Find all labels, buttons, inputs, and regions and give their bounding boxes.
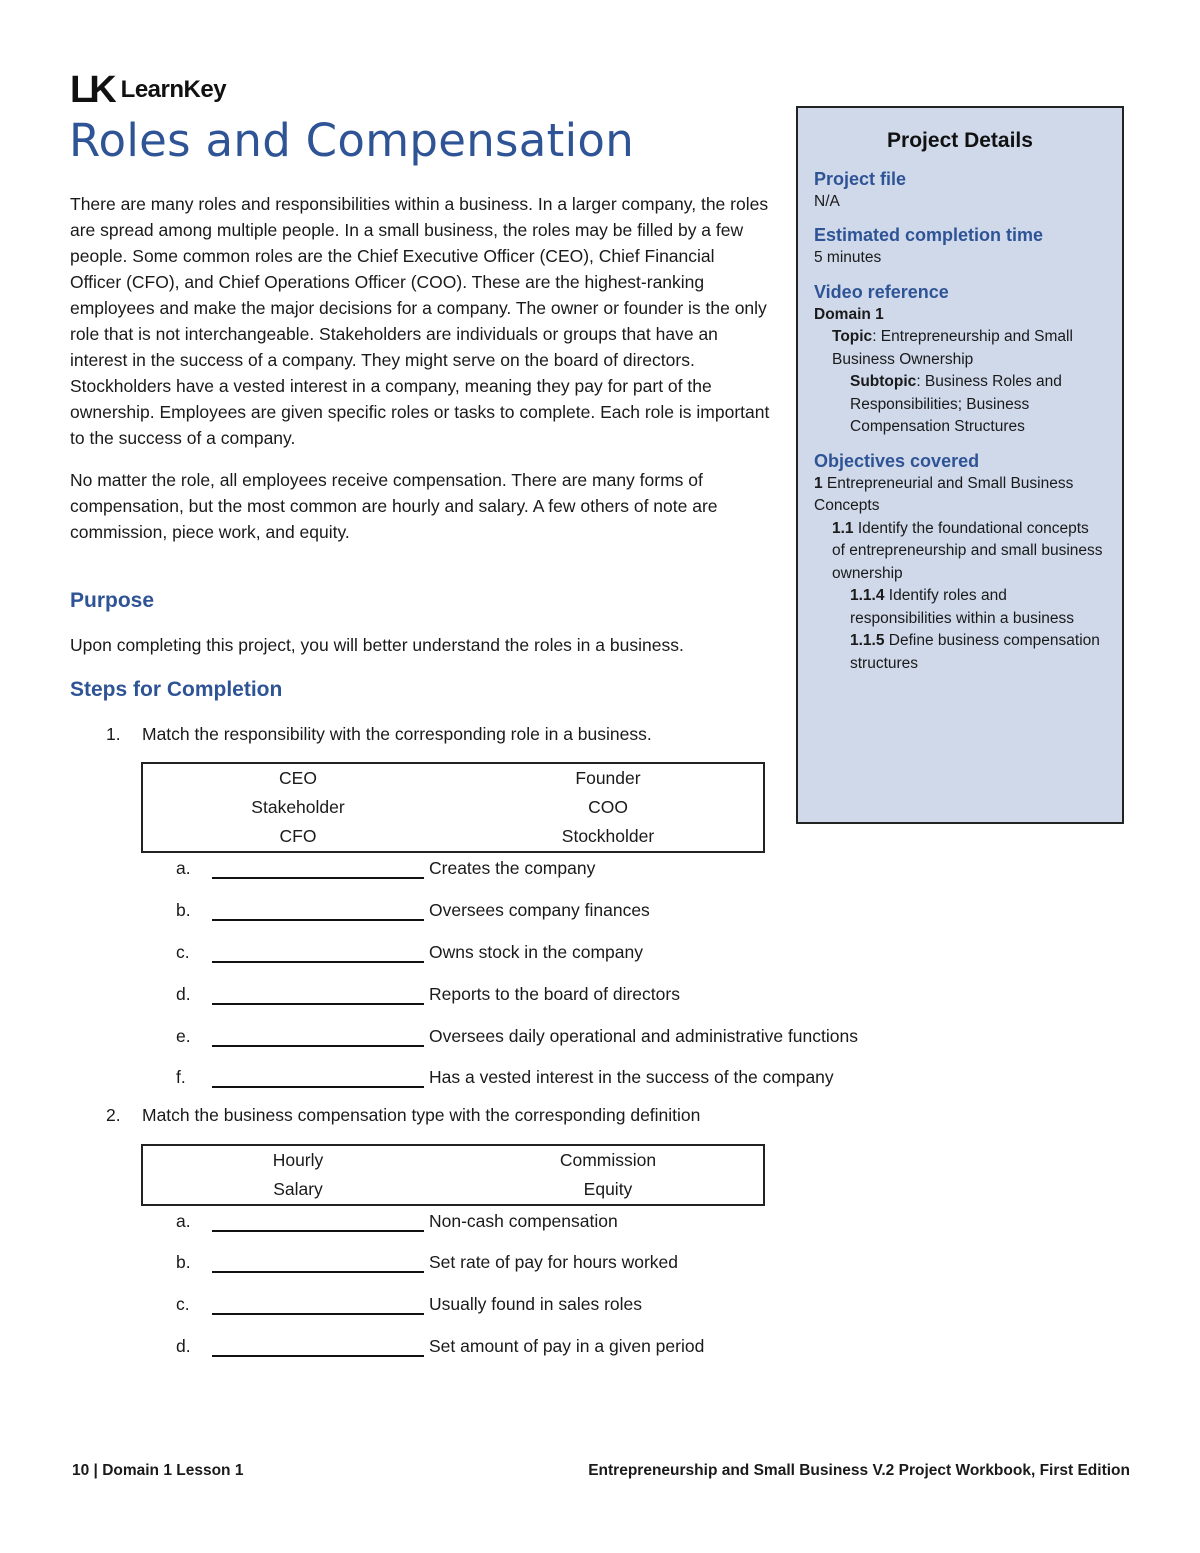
project-file-value: N/A xyxy=(814,192,840,210)
objective-code: 1 xyxy=(814,474,823,492)
choice: CEO xyxy=(279,768,317,788)
answer-blank[interactable] xyxy=(212,1253,424,1273)
choice: CFO xyxy=(279,826,317,846)
video-reference-label: Video reference xyxy=(814,281,949,302)
step-1-item xyxy=(176,937,643,963)
item-text: Set amount of pay in a given period xyxy=(429,1336,705,1356)
project-details-panel xyxy=(796,106,1124,824)
item-text: Oversees daily operational and administrative functions xyxy=(429,1026,858,1046)
answer-blank[interactable] xyxy=(212,985,424,1005)
project-details-title: Project Details xyxy=(887,129,1033,152)
answer-blank[interactable] xyxy=(212,1295,424,1315)
objective-text: Identify the foundational concepts of entrepreneurship and small business ownership xyxy=(832,519,1103,582)
step-2 xyxy=(106,1105,700,1126)
objective xyxy=(814,473,1106,518)
step-1-item xyxy=(176,1021,858,1047)
choice: COO xyxy=(588,797,628,817)
purpose-heading: Purpose xyxy=(70,589,155,612)
objective-code: 1.1.4 xyxy=(850,587,885,604)
objective-code: 1.1.5 xyxy=(850,632,885,649)
choice: Equity xyxy=(583,1179,633,1199)
objective xyxy=(814,630,1106,675)
item-text: Non-cash compensation xyxy=(429,1211,618,1231)
objectives-label: Objectives covered xyxy=(814,450,980,471)
item-letter: e. xyxy=(176,1026,191,1046)
objective xyxy=(814,518,1106,586)
subtopic-value: : Business Roles and Responsibilities; Business Compensation Structures xyxy=(850,373,1062,435)
logo-name: LearnKey xyxy=(120,76,227,103)
step-1-text: Match the responsibility with the corresponding role in a business. xyxy=(142,724,652,744)
subtopic-label: Subtopic xyxy=(850,373,917,390)
step-1-number: 1. xyxy=(106,724,121,744)
item-letter: d. xyxy=(176,984,191,1004)
item-letter: a. xyxy=(176,1211,191,1231)
item-text: Has a vested interest in the success of the company xyxy=(429,1067,834,1087)
objective-text: Entrepreneurial and Small Business Concepts xyxy=(814,474,1074,514)
answer-blank[interactable] xyxy=(212,943,424,963)
step-2-item xyxy=(176,1206,618,1232)
logo-mark: LK xyxy=(70,69,113,111)
intro-paragraph-1: There are many roles and responsibilities within a business. In a larger company, the roles are spread among multiple people. In a small business, the roles may be filled by a few people. Some common roles are the Chief Executive Officer (CEO), Chief Financial Officer (CFO), and Chief Operations Officer (COO). These are the highest-ranking employees and make the major decisions for a company. The owner or founder is the only role that is not interchangeable. Stakeholders are individuals or groups that have an interest in the success of a company. They might serve on the board of directors. Stockholders have a vested interest in a company, meaning they pay for part of the ownership. Employees are given specific roles or tasks to complete. Each role is important to the success of a company. xyxy=(70,194,770,448)
step-2-item xyxy=(176,1331,704,1357)
step-1-item xyxy=(176,853,595,879)
objective-text: Identify roles and responsibilities within a business xyxy=(850,587,1075,627)
choice: Stakeholder xyxy=(251,797,345,817)
choice: Salary xyxy=(273,1179,323,1199)
objective xyxy=(814,585,1106,630)
item-letter: f. xyxy=(176,1067,186,1087)
topic-value: : Entrepreneurship and Small Business Ownership xyxy=(832,328,1073,368)
answer-blank[interactable] xyxy=(212,1212,424,1232)
role-choices-box xyxy=(141,762,765,853)
time-label: Estimated completion time xyxy=(814,225,1044,245)
project-file-label: Project file xyxy=(814,168,907,189)
item-letter: c. xyxy=(176,942,190,962)
topic-label: Topic xyxy=(832,328,873,345)
steps-heading: Steps for Completion xyxy=(70,678,283,701)
choice: Commission xyxy=(559,1150,657,1170)
intro-text xyxy=(70,191,770,545)
step-1-item xyxy=(176,979,680,1005)
learnkey-logo xyxy=(70,69,227,111)
step-1-item xyxy=(176,895,650,921)
item-text: Owns stock in the company xyxy=(429,942,643,962)
item-letter: c. xyxy=(176,1294,190,1314)
step-2-item xyxy=(176,1247,678,1273)
item-text: Creates the company xyxy=(429,858,596,878)
footer-book-title: Entrepreneurship and Small Business V.2 Project Workbook, First Edition xyxy=(588,1462,1130,1479)
item-letter: d. xyxy=(176,1336,191,1356)
intro-paragraph-2: No matter the role, all employees receive compensation. There are many forms of compensation, but the most common are hourly and salary. A few others of note are commission, piece work, and equity. xyxy=(70,470,718,542)
compensation-choices-box xyxy=(141,1144,765,1206)
footer-page-info: 10 | Domain 1 Lesson 1 xyxy=(72,1462,244,1479)
page-title: Roles and Compensation xyxy=(69,114,635,167)
topic xyxy=(814,326,1106,371)
step-1-item xyxy=(176,1062,834,1088)
choice: Hourly xyxy=(272,1150,324,1170)
choice: Founder xyxy=(575,768,641,788)
answer-blank[interactable] xyxy=(212,1027,424,1047)
answer-blank[interactable] xyxy=(212,901,424,921)
step-2-text: Match the business compensation type with the corresponding definition xyxy=(142,1105,701,1125)
subtopic xyxy=(814,371,1106,439)
item-text: Reports to the board of directors xyxy=(429,984,680,1004)
item-text: Usually found in sales roles xyxy=(429,1294,643,1314)
item-letter: b. xyxy=(176,1252,191,1272)
step-2-number: 2. xyxy=(106,1105,121,1125)
item-letter: b. xyxy=(176,900,191,920)
item-text: Set rate of pay for hours worked xyxy=(429,1252,679,1272)
objective-text: Define business compensation structures xyxy=(850,632,1100,672)
item-letter: a. xyxy=(176,858,191,878)
domain-label: Domain 1 xyxy=(814,305,884,323)
time-value: 5 minutes xyxy=(814,249,882,266)
step-2-item xyxy=(176,1289,642,1315)
objective-code: 1.1 xyxy=(832,519,854,537)
answer-blank[interactable] xyxy=(212,859,424,879)
choice: Stockholder xyxy=(561,826,655,846)
step-1 xyxy=(106,724,652,745)
answer-blank[interactable] xyxy=(212,1337,424,1357)
item-text: Oversees company finances xyxy=(429,900,650,920)
purpose-text: Upon completing this project, you will better understand the roles in a business. xyxy=(70,635,684,655)
answer-blank[interactable] xyxy=(212,1068,424,1088)
